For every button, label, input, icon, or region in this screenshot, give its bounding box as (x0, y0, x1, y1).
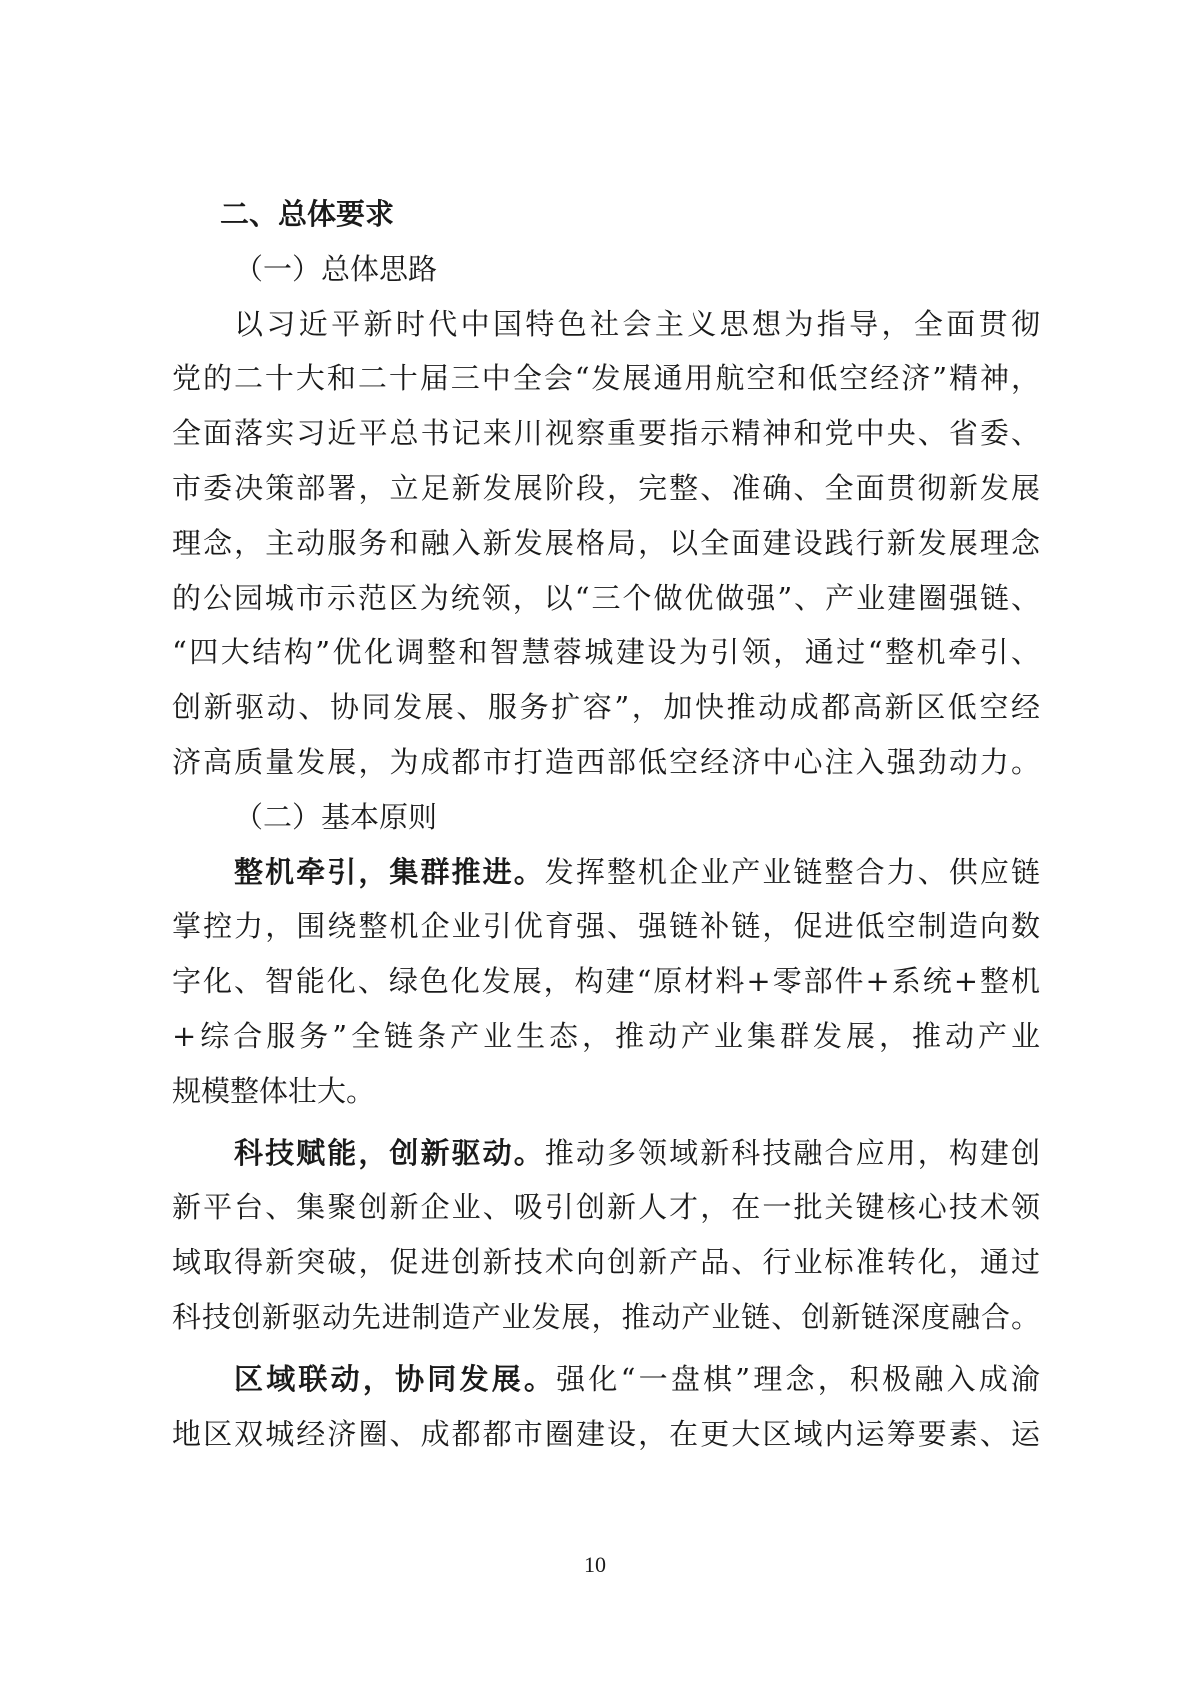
paragraph-line: 济高质量发展，为成都市打造西部低空经济中心注入强劲动力。 (172, 744, 1040, 779)
paragraph-line (172, 845, 1040, 900)
paragraph-line: “四大结构”优化调整和智慧蓉城建设为引领，通过“整机牵引、 (172, 635, 1040, 670)
paragraph-principle-1 (172, 845, 1040, 1119)
body-text (172, 187, 1040, 1461)
principle-2-lead: 科技赋能，创新驱动。 (234, 1135, 545, 1170)
principle-3-text: 强化“一盘棋”理念，积极融入成渝 (556, 1361, 1040, 1396)
paragraph-overall-approach (172, 297, 1040, 790)
paragraph-principle-2 (172, 1126, 1040, 1345)
paragraph-line: 科技创新驱动先进制造产业发展，推动产业链、创新链深度融合。 (172, 1299, 1040, 1334)
principle-3-lead: 区域联动，协同发展。 (234, 1361, 557, 1396)
paragraph-line: 新平台、集聚创新企业、吸引创新人才，在一批关键核心技术领 (172, 1190, 1040, 1225)
paragraph-line: 市委决策部署，立足新发展阶段，完整、准确、全面贯彻新发展 (172, 470, 1040, 505)
paragraph-line: 创新驱动、协同发展、服务扩容”，加快推动成都高新区低空经 (172, 690, 1040, 725)
paragraph-line: 的公园城市示范区为统领，以“三个做优做强”、产业建圈强链、 (172, 580, 1040, 615)
paragraph-line: 党的二十大和二十届三中全会“发展通用航空和低空经济”精神， (172, 361, 1040, 396)
paragraph-line: 全面落实习近平总书记来川视察重要指示精神和党中央、省委、 (172, 416, 1040, 451)
paragraph-line (172, 1126, 1040, 1181)
paragraph-line: 理念，主动服务和融入新发展格局，以全面建设践行新发展理念 (172, 525, 1040, 560)
paragraph-line: +综合服务”全链条产业生态，推动产业集群发展，推动产业 (172, 1018, 1040, 1053)
paragraph-line (172, 1352, 1040, 1407)
paragraph-line: 掌控力，围绕整机企业引优育强、强链补链，促进低空制造向数 (172, 909, 1040, 944)
paragraph-principle-3 (172, 1352, 1040, 1462)
paragraph-line: 域取得新突破，促进创新技术向创新产品、行业标准转化，通过 (172, 1245, 1040, 1280)
subheading-overall-approach: （一）总体思路 (234, 251, 438, 286)
page-number: 10 (584, 1552, 606, 1577)
paragraph-line: 以习近平新时代中国特色社会主义思想为指导，全面贯彻 (234, 306, 1040, 341)
subheading-basic-principles: （二）基本原则 (234, 799, 438, 834)
principle-1-lead: 整机牵引，集群推进。 (234, 854, 545, 889)
paragraph-line: 地区双城经济圈、成都都市圈建设，在更大区域内运筹要素、运 (172, 1416, 1040, 1451)
paragraph-line: 规模整体壮大。 (172, 1073, 376, 1108)
section-heading: 二、总体要求 (220, 197, 395, 231)
principle-1-text: 发挥整机企业产业链整合力、供应链 (544, 854, 1040, 889)
principle-2-text: 推动多领域新科技融合应用，构建创 (544, 1135, 1040, 1170)
paragraph-line: 字化、智能化、绿色化发展，构建“原材料+零部件+系统+整机 (172, 964, 1040, 999)
